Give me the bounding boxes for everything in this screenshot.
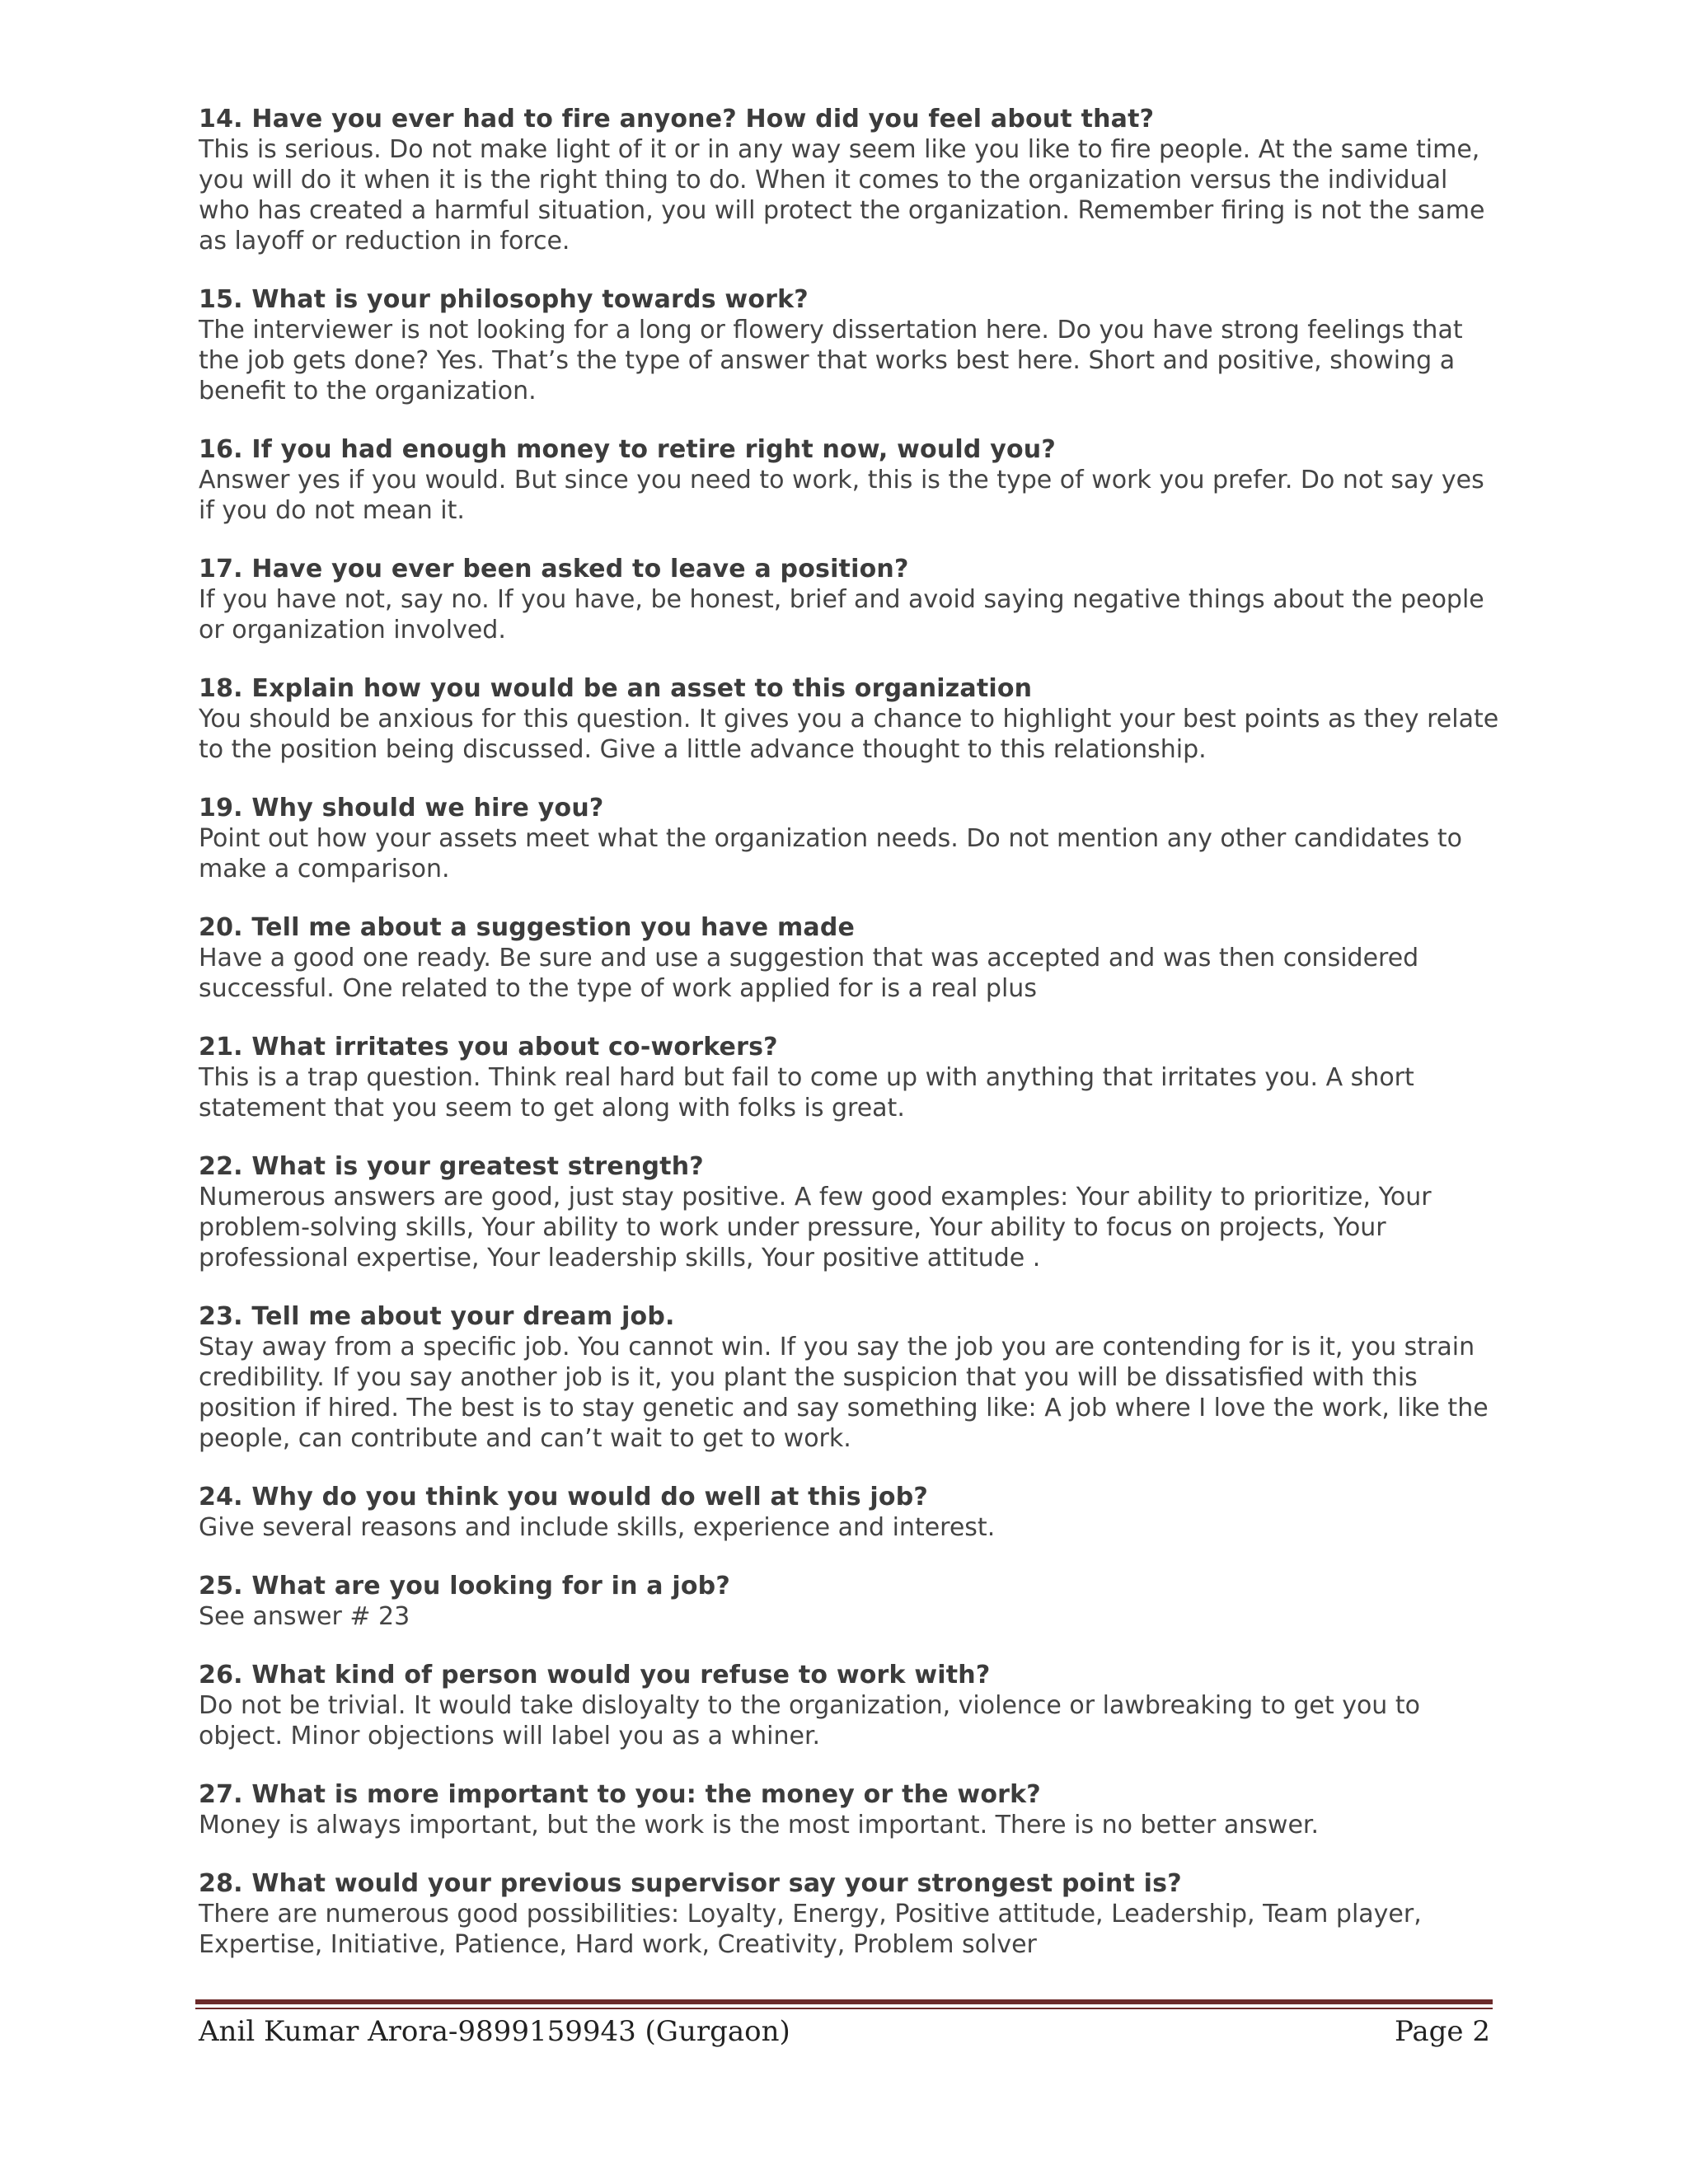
question-heading: 27. What is more important to you: the money or the work? xyxy=(199,1780,1041,1809)
answer-text: Stay away from a specific job. You cannot win. If you say the job you are contending for is it, you strain credibility. If you say another job is it, you plant the suspicion that you will be dissatisfied with this position if hired. The best is to stay genetic and say something like: A job where I love the work, like the people, can contribute and can’t wait to get to work. xyxy=(199,1333,1489,1453)
answer-text: See answer # 23 xyxy=(199,1602,410,1631)
question-heading: 26. What kind of person would you refuse to work with? xyxy=(199,1661,991,1690)
answer-text: Give several reasons and include skills, experience and interest. xyxy=(199,1513,996,1542)
answer-text: The interviewer is not looking for a long or flowery dissertation here. Do you have strong feelings that the job gets done? Yes. That’s the type of answer that works best here. Short and positive, showing a benefit to the organization. xyxy=(199,316,1463,405)
answer-text: This is a trap question. Think real hard but fail to come up with anything that irritates you. A short statement that you seem to get along with folks is great. xyxy=(199,1063,1414,1122)
footer-divider xyxy=(195,1999,1493,2004)
qa-item xyxy=(199,1482,1501,1543)
qa-item xyxy=(199,1571,1501,1632)
question-heading: 28. What would your previous supervisor say your strongest point is? xyxy=(199,1869,1182,1898)
question-heading: 20. Tell me about a suggestion you have made xyxy=(199,913,856,942)
qa-item xyxy=(199,1779,1501,1840)
answer-text: If you have not, say no. If you have, be honest, brief and avoid saying negative things about the people or organization involved. xyxy=(199,585,1484,644)
answer-text: Do not be trivial. It would take disloyalty to the organization, violence or lawbreaking to get you to object. Minor objections will label you as a whiner. xyxy=(199,1691,1420,1750)
qa-item xyxy=(199,554,1501,645)
qa-item xyxy=(199,673,1501,765)
answer-text: Have a good one ready. Be sure and use a suggestion that was accepted and was then considered successful. One related to the type of work applied for is a real plus xyxy=(199,944,1419,1003)
question-heading: 25. What are you looking for in a job? xyxy=(199,1572,730,1601)
qa-item xyxy=(199,1032,1501,1123)
question-heading: 24. Why do you think you would do well at this job? xyxy=(199,1483,929,1511)
answer-text: This is serious. Do not make light of it or in any way seem like you like to fire people. At the same time, you will do it when it is the right thing to do. When it comes to the organization versus the individual who has created a harmful situation, you will protect the organization. Remember firing is not the same as layoff or reduction in force. xyxy=(199,135,1485,255)
question-heading: 14. Have you ever had to fire anyone? How did you feel about that? xyxy=(199,105,1155,134)
question-heading: 19. Why should we hire you? xyxy=(199,794,604,823)
question-heading: 23. Tell me about your dream job. xyxy=(199,1302,675,1331)
qa-item xyxy=(199,284,1501,406)
answer-text: Point out how your assets meet what the organization needs. Do not mention any other candidates to make a comparison. xyxy=(199,824,1463,883)
question-heading: 16. If you had enough money to retire right now, would you? xyxy=(199,435,1056,464)
page-number: Page 2 xyxy=(1395,2015,1490,2048)
footer-author: Anil Kumar Arora-9899159943 (Gurgaon) xyxy=(199,2015,790,2048)
question-heading: 17. Have you ever been asked to leave a position? xyxy=(199,555,909,583)
answer-text: Money is always important, but the work is the most important. There is no better answer. xyxy=(199,1811,1320,1840)
qa-item xyxy=(199,793,1501,884)
question-heading: 18. Explain how you would be an asset to this organization xyxy=(199,674,1033,703)
document-body xyxy=(199,104,1501,1988)
qa-item xyxy=(199,1301,1501,1454)
qa-item xyxy=(199,912,1501,1004)
answer-text: Answer yes if you would. But since you need to work, this is the type of work you prefer. Do not say yes if you do not mean it. xyxy=(199,466,1484,525)
qa-item xyxy=(199,1151,1501,1273)
qa-item xyxy=(199,1868,1501,1960)
qa-item xyxy=(199,104,1501,256)
answer-text: There are numerous good possibilities: Loyalty, Energy, Positive attitude, Leadership, Team player, Expertise, Initiative, Patience, Hard work, Creativity, Problem solver xyxy=(199,1900,1422,1959)
question-heading: 15. What is your philosophy towards work? xyxy=(199,285,809,314)
answer-text: Numerous answers are good, just stay positive. A few good examples: Your ability to prioritize, Your problem-solving skills, Your ability to work under pressure, Your ability to focus on projects, Your professional expertise, Your leadership skills, Your positive attitude . xyxy=(199,1183,1432,1272)
qa-item xyxy=(199,434,1501,526)
question-heading: 21. What irritates you about co-workers? xyxy=(199,1033,778,1062)
question-heading: 22. What is your greatest strength? xyxy=(199,1152,704,1181)
qa-item xyxy=(199,1660,1501,1751)
answer-text: You should be anxious for this question. It gives you a chance to highlight your best points as they relate to the position being discussed. Give a little advance thought to this relationship. xyxy=(199,705,1499,764)
footer-divider-thin xyxy=(195,2008,1493,2009)
